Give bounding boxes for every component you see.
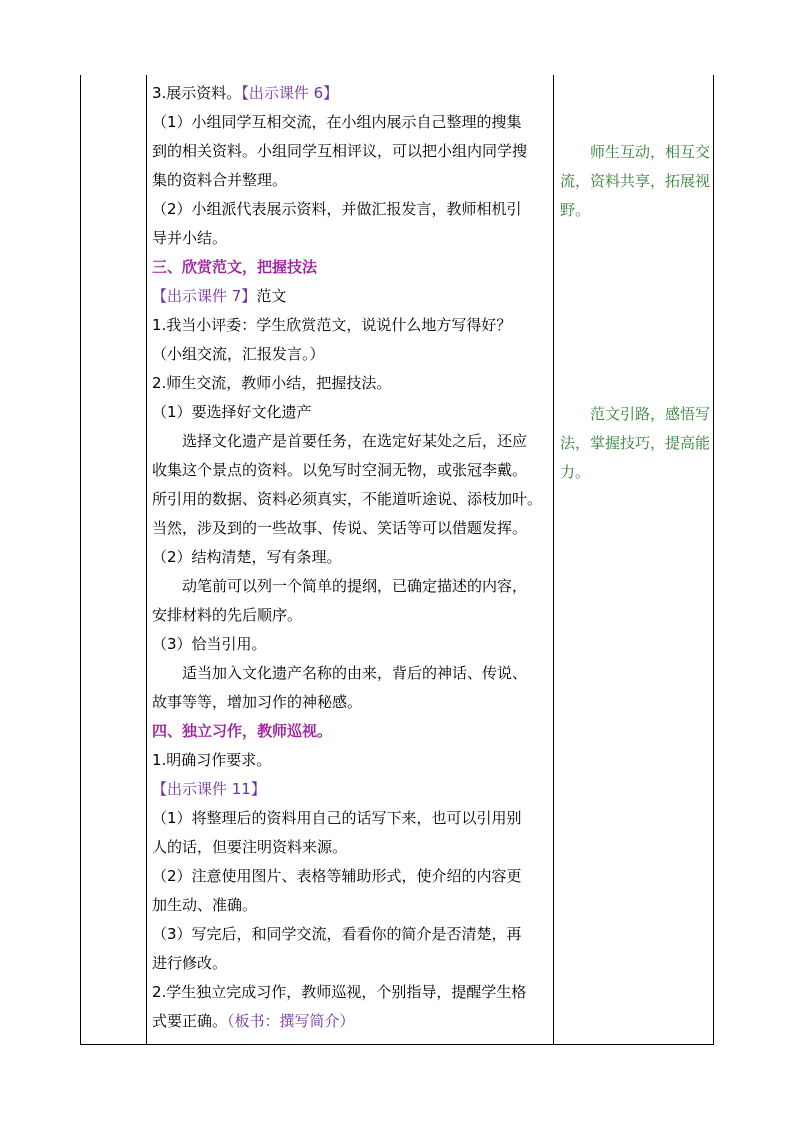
text-segment: 动笔前可以列一个简单的提纲，已确定描述的内容，	[152, 577, 528, 595]
note-2-line-1: 范文引路，感悟写	[560, 405, 711, 423]
text-segment: （3）恰当引用。	[152, 635, 267, 653]
text-line	[152, 456, 527, 485]
courseware-note: 【出示课件 11】	[152, 780, 266, 798]
text-line	[152, 79, 338, 108]
text-line	[152, 369, 391, 398]
text-segment: 导并小结。	[152, 229, 228, 247]
courseware-note: 【出示课件 6】	[241, 84, 339, 102]
text-line	[152, 514, 527, 543]
text-segment: 选择文化遗产是首要任务，在选定好某处之后，还应	[152, 432, 528, 450]
text-segment: 1.明确习作要求。	[152, 751, 272, 769]
text-line	[152, 688, 362, 717]
table-border-right	[713, 75, 714, 1045]
courseware-note: （板书：撰写简介）	[227, 1012, 355, 1030]
text-segment: 加生动、准确。	[152, 896, 258, 914]
text-segment: 3.展示资料。	[152, 84, 242, 102]
text-line	[152, 949, 227, 978]
text-segment: 式要正确。	[152, 1012, 228, 1030]
text-line	[152, 485, 542, 514]
text-segment: 进行修改。	[152, 954, 228, 972]
text-segment: （小组交流，汇报发言。）	[152, 345, 325, 363]
text-segment: 安排材料的先后顺序。	[152, 606, 303, 624]
text-line	[152, 862, 522, 891]
text-segment: 人的话，但要注明资料来源。	[152, 838, 348, 856]
courseware-note: 【出示课件 7】	[152, 287, 257, 305]
text-segment: 1.我当小评委：学生欣赏范文，说说什么地方写得好？	[152, 316, 512, 334]
text-segment: 当然，涉及到的一些故事、传说、笑话等可以借题发挥。	[152, 519, 528, 537]
text-line	[152, 282, 286, 311]
text-line	[152, 717, 332, 746]
text-line	[152, 398, 312, 427]
text-line	[152, 166, 287, 195]
text-line	[152, 253, 317, 282]
text-line	[152, 978, 526, 1007]
note-1-line-1: 师生互动，相互交	[560, 143, 711, 161]
text-segment: （3）写完后，和同学交流，看看你的简介是否清楚，再	[152, 925, 522, 943]
note-2-line-3: 力。	[560, 463, 591, 481]
text-segment: （2）结构清楚，写有条理。	[152, 548, 342, 566]
text-segment: 收集这个景点的资料。以免写时空洞无物，或张冠李戴。	[152, 461, 528, 479]
text-line	[152, 659, 527, 688]
text-segment: 集的资料合并整理。	[152, 171, 288, 189]
text-line	[152, 601, 302, 630]
text-line	[152, 746, 271, 775]
text-segment: （2）小组派代表展示资料，并做汇报发言，教师相机引	[152, 200, 522, 218]
text-line	[152, 920, 522, 949]
text-segment: 到的相关资料。小组同学互相评议，可以把小组内同学搜	[152, 142, 528, 160]
text-line	[152, 137, 527, 166]
text-line	[152, 108, 522, 137]
note-2-line-2: 法，掌握技巧，提高能	[560, 434, 711, 452]
text-segment: （1）将整理后的资料用自己的话写下来，也可以引用别	[152, 809, 522, 827]
note-1-line-2: 流，资料共享，拓展视	[560, 172, 711, 190]
text-segment: 适当加入文化遗产名称的由来，背后的神话、传说、	[152, 664, 528, 682]
section-heading: 三、欣赏范文，把握技法	[152, 258, 318, 276]
text-segment: 故事等等，增加习作的神秘感。	[152, 693, 363, 711]
text-line	[152, 630, 267, 659]
table-column-divider-1	[146, 75, 147, 1045]
text-segment: 范文	[256, 287, 287, 305]
text-line	[152, 543, 342, 572]
text-line	[152, 224, 227, 253]
text-line	[152, 891, 257, 920]
text-line	[152, 572, 527, 601]
text-segment: 所引用的数据、资料必须真实，不能道听途说、添枝加叶。	[152, 490, 543, 508]
text-segment: 2.师生交流，教师小结，把握技法。	[152, 374, 392, 392]
table-column-divider-2	[553, 75, 554, 1045]
table-border-bottom	[80, 1044, 714, 1045]
text-segment: （1）小组同学互相交流，在小组内展示自己整理的搜集	[152, 113, 522, 131]
text-segment: 2.学生独立完成习作，教师巡视，个别指导，提醒学生格	[152, 983, 527, 1001]
text-line	[152, 833, 347, 862]
table-border-left	[80, 75, 81, 1045]
section-heading: 四、独立习作，教师巡视。	[152, 722, 333, 740]
text-line	[152, 195, 522, 224]
text-line	[152, 311, 511, 340]
text-line	[152, 1007, 355, 1036]
text-line	[152, 775, 266, 804]
note-1-line-3: 野。	[560, 201, 591, 219]
text-segment: （2）注意使用图片、表格等辅助形式，使介绍的内容更	[152, 867, 522, 885]
text-line	[152, 340, 325, 369]
text-segment: （1）要选择好文化遗产	[152, 403, 312, 421]
text-line	[152, 804, 522, 833]
text-line	[152, 427, 527, 456]
